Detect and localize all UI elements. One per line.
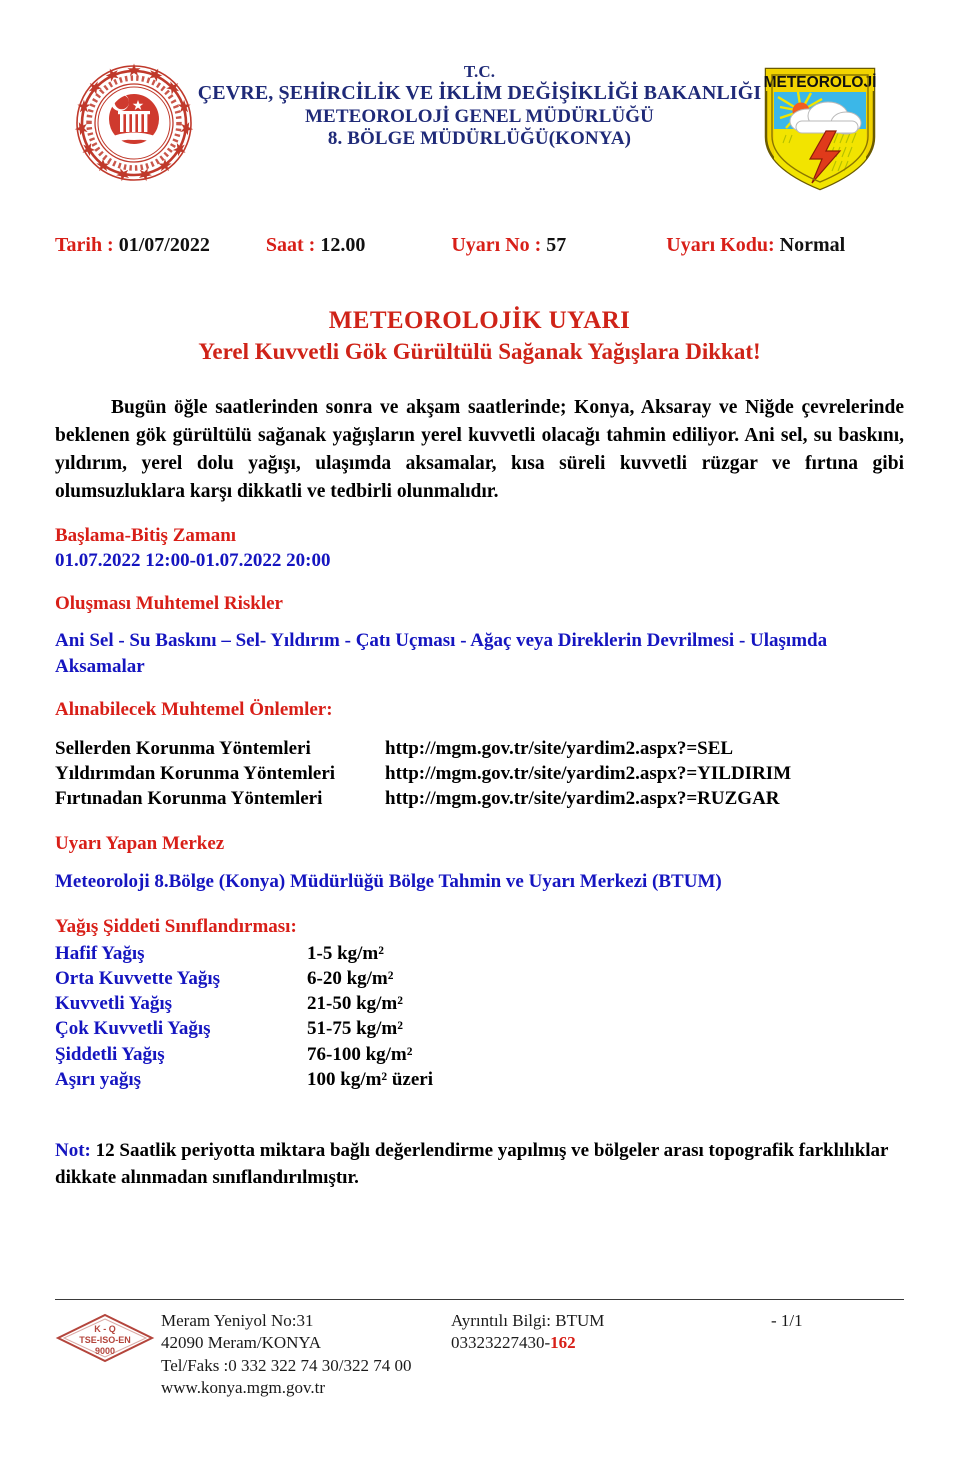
- risks-section-heading: Oluşması Muhtemel Riskler: [55, 593, 283, 615]
- time-label: Saat :: [265, 234, 321, 256]
- classification-label: Orta Kuvvette Yağış: [55, 967, 220, 989]
- date-field: [55, 234, 210, 257]
- classification-value: 51-75 kg/m²: [307, 1018, 403, 1040]
- footer-phone: 03323227430-: [451, 1333, 551, 1353]
- measure-row: [55, 786, 904, 811]
- measure-link[interactable]: http://mgm.gov.tr/site/yardim2.aspx?=RUZGAR: [385, 788, 780, 810]
- section-measures: [55, 697, 904, 812]
- footer-phone-line: [451, 1332, 751, 1355]
- time-section-value: 01.07.2022 12:00-01.07.2022 20:00: [55, 550, 331, 572]
- table-row: [55, 966, 904, 991]
- warning-code-label: Uyarı Kodu:: [666, 234, 780, 256]
- note-label: Not:: [55, 1140, 91, 1162]
- measure-name: Sellerden Korunma Yöntemleri: [55, 737, 311, 759]
- measure-name: Yıldırımdan Korunma Yöntemleri: [55, 762, 336, 784]
- classification-label: Aşırı yağış: [55, 1069, 142, 1091]
- meta-row: [55, 234, 904, 257]
- warning-title-block: [55, 305, 904, 366]
- footer-address-line-2: 42090 Meram/KONYA: [161, 1333, 322, 1353]
- date-label: Tarih :: [55, 234, 119, 256]
- tse-line-1: K - Q: [94, 1323, 116, 1334]
- tse-line-2: TSE-ISO-EN: [79, 1334, 131, 1345]
- classification-label: Kuvvetli Yağış: [55, 993, 172, 1015]
- time-section-heading: Başlama-Bitiş Zamanı: [55, 525, 237, 547]
- header-line-directorate: METEOROLOJİ GENEL MÜDÜRLÜĞÜ: [305, 105, 654, 127]
- table-row: [55, 1016, 904, 1041]
- warning-code-value: Normal: [779, 234, 846, 256]
- classification-heading: Yağış Şiddeti Sınıflandırması:: [55, 915, 297, 937]
- risks-section-value: Ani Sel - Su Baskını – Sel- Yıldırım - Çatı Uçması - Ağaç veya Direklerin Devrilmesi - Ulaşımda Aksamalar: [55, 630, 828, 677]
- warning-number-value: 57: [546, 234, 567, 256]
- measure-row: [55, 736, 904, 761]
- document-footer: [55, 1299, 904, 1400]
- footer-divider: [55, 1299, 904, 1300]
- header-line-ministry: ÇEVRE, ŞEHİRCİLİK VE İKLİM DEĞİŞİKLİĞİ BAKANLIĞI: [197, 82, 762, 105]
- header-line-region: 8. BÖLGE MÜDÜRLÜĞÜ(KONYA): [327, 128, 632, 150]
- table-row: [55, 991, 904, 1016]
- section-risks: [55, 591, 904, 678]
- classification-value: 21-50 kg/m²: [307, 993, 403, 1015]
- center-section-heading: Uyarı Yapan Merkez: [55, 833, 225, 855]
- measure-row: [55, 761, 904, 786]
- page-title: METEOROLOJİK UYARI: [328, 307, 631, 334]
- measure-link[interactable]: http://mgm.gov.tr/site/yardim2.aspx?=SEL: [385, 737, 734, 759]
- classification-table: [55, 941, 904, 1093]
- footer-address-line-1: Meram Yeniyol No:31: [161, 1310, 314, 1330]
- classification-value: 6-20 kg/m²: [307, 967, 394, 989]
- footer-page-number: - 1/1: [771, 1310, 803, 1330]
- shield-label: METEOROLOJİ: [763, 74, 877, 91]
- footer-info-column: [451, 1310, 751, 1355]
- classification-value: 1-5 kg/m²: [307, 942, 384, 964]
- turkish-republic-ministry-seal-icon: [73, 62, 195, 184]
- table-row: [55, 1067, 904, 1092]
- page-subtitle: Yerel Kuvvetli Gök Gürültülü Sağanak Yağışlara Dikkat!: [198, 339, 761, 364]
- center-section-value: Meteoroloji 8.Bölge (Konya) Müdürlüğü Bölge Tahmin ve Uyarı Merkezi (BTUM): [55, 870, 722, 892]
- time-field: [266, 234, 365, 257]
- section-time: [55, 523, 904, 573]
- classification-value: 76-100 kg/m²: [307, 1043, 413, 1065]
- footer-info-line: Ayrıntılı Bilgi: BTUM: [451, 1310, 605, 1330]
- classification-label: Şiddetli Yağış: [55, 1043, 165, 1065]
- table-row: [55, 1042, 904, 1067]
- tse-line-3: 9000: [94, 1345, 116, 1356]
- classification-label: Hafif Yağış: [55, 942, 145, 964]
- note-text: 12 Saatlik periyotta miktara bağlı değerlendirme yapılmış ve bölgeler arası topografik farklılıklar dikkate alınmadan sınıflandırılmıştır.: [55, 1140, 889, 1188]
- document-header: [55, 0, 904, 190]
- classification-label: Çok Kuvvetli Yağış: [55, 1018, 211, 1040]
- header-line-tc: T.C.: [463, 62, 496, 81]
- footer-address-column: [161, 1310, 451, 1400]
- date-value: 01/07/2022: [118, 234, 210, 256]
- warning-number-field: [451, 234, 566, 257]
- footer-website[interactable]: www.konya.mgm.gov.tr: [161, 1378, 325, 1398]
- warning-code-field: [666, 234, 845, 257]
- measure-name: Fırtınadan Korunma Yöntemleri: [55, 788, 323, 810]
- footer-address-line-3: Tel/Faks :0 332 322 74 30/322 74 00: [161, 1355, 412, 1375]
- note-block: [55, 1138, 904, 1190]
- table-row: [55, 941, 904, 966]
- warning-number-label: Uyarı No :: [451, 234, 547, 256]
- section-classification: [55, 914, 904, 1093]
- measure-link[interactable]: http://mgm.gov.tr/site/yardim2.aspx?=YILDIRIM: [385, 762, 792, 784]
- tse-iso-en-9000-certification-icon: [55, 1310, 161, 1371]
- time-value: 12.00: [320, 234, 366, 256]
- warning-body-paragraph: Bugün öğle saatlerinden sonra ve akşam saatlerinde; Konya, Aksaray ve Niğde çevrelerinde beklenen gök gürültülü sağanak yağışların yerel kuvvetli olacağı tahmin ediliyor. Ani sel, su baskını, yıldırım, yerel dolu yağışı, ulaşımda aksamalar, kısa süreli kuvvetli rüzgar ve fırtına gibi olumsuzluklara karşı dikkatli ve tedbirli olunmalıdır.: [55, 397, 904, 502]
- meteoroloji-shield-icon: [756, 63, 884, 193]
- section-issuing-center: [55, 831, 904, 893]
- classification-value: 100 kg/m² üzeri: [307, 1069, 434, 1091]
- footer-phone-extension: 162: [550, 1333, 576, 1353]
- measures-list: [55, 736, 904, 812]
- measures-section-heading: Alınabilecek Muhtemel Önlemler:: [55, 698, 333, 720]
